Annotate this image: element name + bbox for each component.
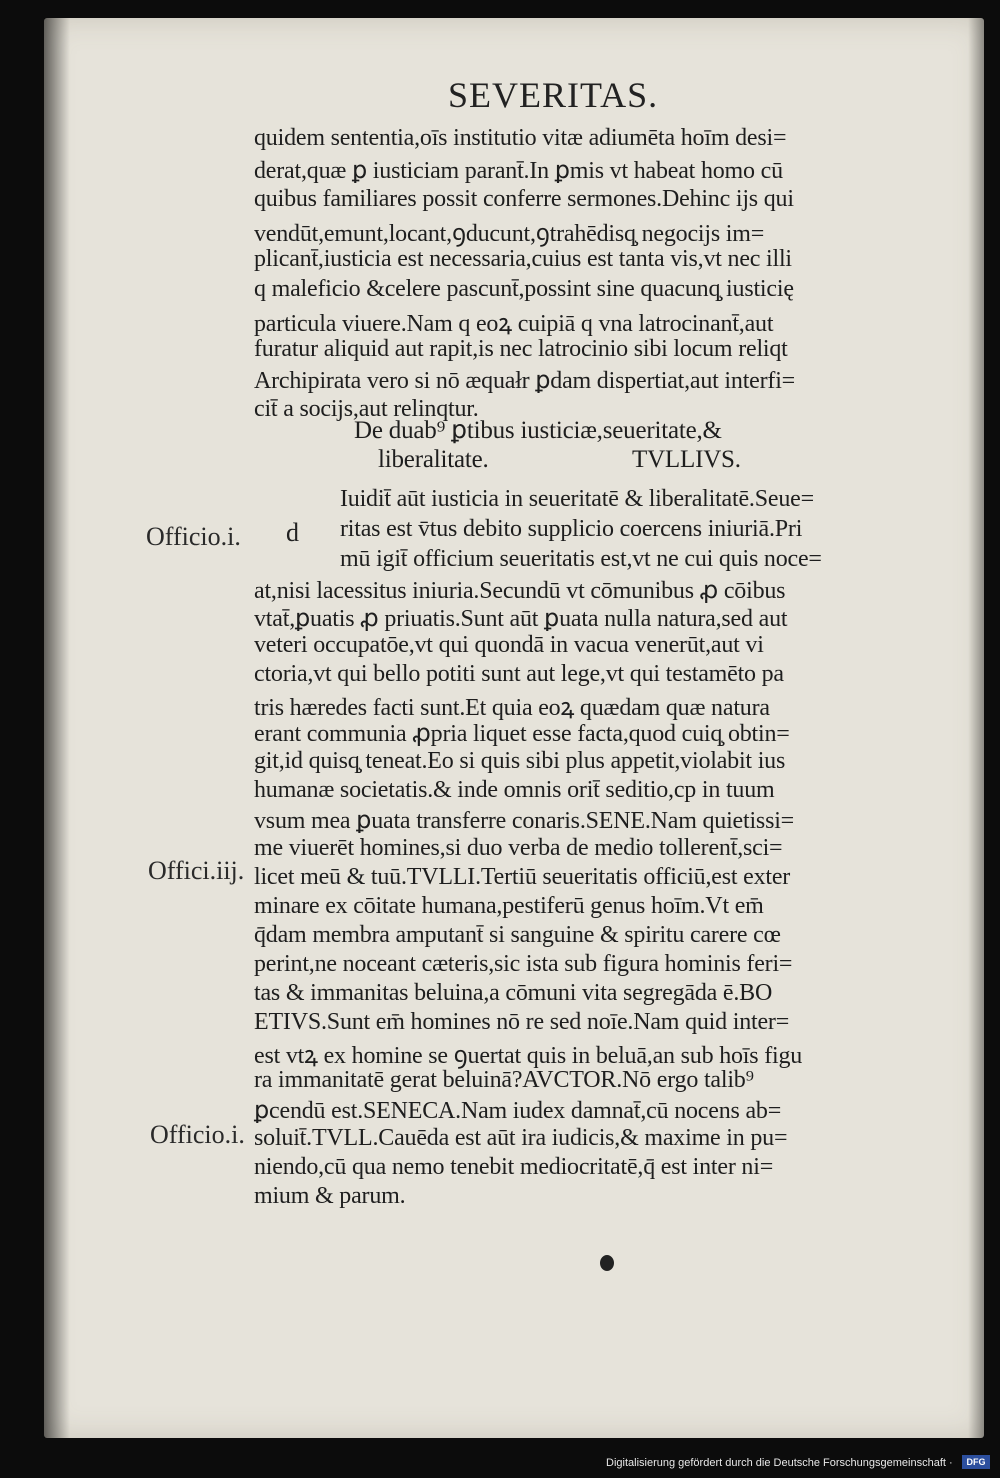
text-line: Archipirata vero si nō æquałr ꝑdam dispertiat,aut interfi= bbox=[254, 368, 796, 394]
text-line: minare ex cōitate humana,pestiferū genus hoīm.Vt em̄ bbox=[254, 893, 764, 919]
text-line: Iuidit̄ aūt iusticia in seueritatē & liberalitatē.Seue= bbox=[340, 486, 814, 512]
section-heading-line-1: De duab⁹ ꝑtibus iusticiæ,seueritate,& bbox=[354, 417, 722, 444]
text-line: derat,quæ ꝑ iusticiam parant̄.In ꝑmis vt habeat homo cū bbox=[254, 158, 783, 184]
text-line: q̄dam membra amputant̄ si sanguine & spiritu carere cœ bbox=[254, 922, 781, 948]
page-gutter-shadow bbox=[44, 18, 70, 1438]
text-line: vtat̄,ꝑuatis ꝓ priuatis.Sunt aūt ꝑuata nulla natura,sed aut bbox=[254, 606, 788, 632]
text-line: tas & immanitas beluina,a cōmuni vita segregāda ē.BO bbox=[254, 980, 773, 1006]
text-line: est vtꝝ ex homine se ꝯuertat quis in beluā,an sub hoīs figu bbox=[254, 1043, 803, 1069]
text-line: perint,ne noceant cæteris,sic ista sub figura hominis feri= bbox=[254, 951, 793, 977]
dfg-logo: DFG bbox=[962, 1455, 990, 1469]
text-line: at,nisi lacessitus iniuria.Secundū vt cōmunibus ꝓ cōibus bbox=[254, 578, 786, 604]
text-line: git,id quisq̧ teneat.Eo si quis sibi plus appetit,violabit ius bbox=[254, 748, 786, 774]
text-line: vendūt,emunt,locant,ꝯducunt,ꝯtrahēdisq̧ negocijs im= bbox=[254, 221, 765, 247]
text-line: plicant̄,iusticia est necessaria,cuius est tanta vis,vt nec illi bbox=[254, 246, 792, 272]
page-edge-shadow bbox=[968, 18, 984, 1438]
text-line: cit̄ a socijs,aut relinqtur. bbox=[254, 396, 479, 422]
running-head: SEVERITAS. bbox=[448, 75, 659, 115]
section-heading-line-2-left: liberalitate. bbox=[378, 446, 489, 473]
text-line: ꝑcendū est.SENECA.Nam iudex damnat̄,cū nocens ab= bbox=[254, 1098, 782, 1124]
text-line: ritas est v̄tus debito supplicio coercens iniuriā.Pri bbox=[340, 516, 803, 542]
text-line: mū igit̄ officium seueritatis est,vt ne cui quis noce= bbox=[340, 546, 822, 572]
text-line: quibus familiares possit conferre sermones.Dehinc ijs qui bbox=[254, 186, 794, 212]
text-line: ctoria,vt qui bello potiti sunt aut lege,vt qui testamēto pa bbox=[254, 661, 784, 687]
section-heading-author: TVLLIVS. bbox=[632, 446, 741, 473]
text-line: mium & parum. bbox=[254, 1183, 406, 1209]
digitization-credit: Digitalisierung gefördert durch die Deutsche Forschungsgemeinschaft · bbox=[606, 1457, 953, 1469]
ink-blot-mark bbox=[600, 1255, 614, 1271]
text-line: particula viuere.Nam q eoꝝ cuipiā q vna latrocinant̄,aut bbox=[254, 311, 774, 337]
text-line: q maleficio &celere pascunt̄,possint sine quacunq̧ iusticię bbox=[254, 276, 794, 302]
text-line: erant communia ꝓpria liquet esse facta,quod cuiq̧ obtin= bbox=[254, 721, 790, 747]
text-line: furatur aliquid aut rapit,is nec latrocinio sibi locum reliqt bbox=[254, 336, 788, 362]
margin-note: Officio.i. bbox=[146, 522, 241, 551]
text-line: humanæ societatis.& inde omnis orit̄ seditio,cp in tuum bbox=[254, 777, 775, 803]
text-line: vsum mea ꝑuata transferre conaris.SENE.Nam quietissi= bbox=[254, 808, 795, 834]
margin-note: Offici.iij. bbox=[148, 856, 245, 885]
margin-note: Officio.i. bbox=[150, 1120, 245, 1149]
text-line: licet meū & tuū.TVLLI.Tertiū seueritatis officiū,est exter bbox=[254, 864, 791, 890]
text-line: niendo,cū qua nemo tenebit mediocritatē,q̄ est inter ni= bbox=[254, 1154, 774, 1180]
drop-initial: d bbox=[286, 518, 299, 547]
text-line: soluit̄.TVLL.Cauēda est aūt ira iudicis,& maxime in pu= bbox=[254, 1125, 788, 1151]
text-line: me viuerēt homines,si duo verba de medio tollerent̄,sci= bbox=[254, 835, 783, 861]
text-line: ra immanitatē gerat beluinā?AVCTOR.Nō ergo talib⁹ bbox=[254, 1067, 754, 1093]
text-line: tris hæredes facti sunt.Et quia eoꝝ quædam quæ natura bbox=[254, 695, 770, 721]
text-line: veteri occupatōe,vt qui quondā in vacua venerūt,aut vi bbox=[254, 632, 764, 658]
text-line: quidem sententia,oīs institutio vitæ adiumēta hoīm desi= bbox=[254, 125, 787, 151]
text-line: ETIVS.Sunt em̄ homines nō re sed noīe.Nam quid inter= bbox=[254, 1009, 790, 1035]
